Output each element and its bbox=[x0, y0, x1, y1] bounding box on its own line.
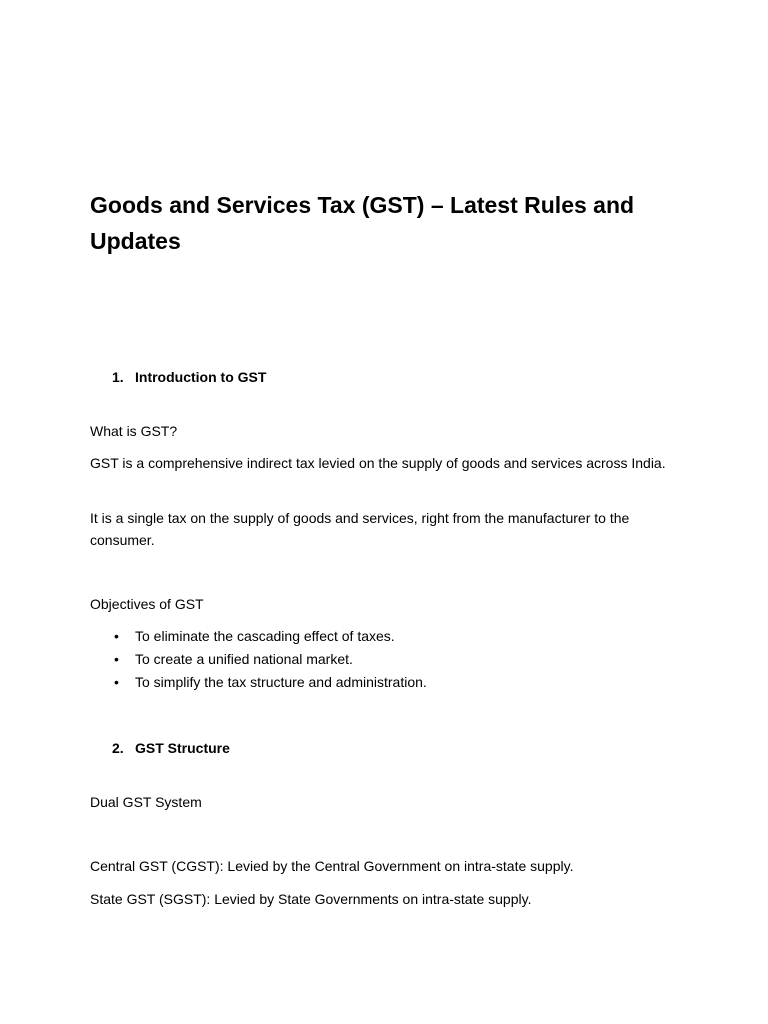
list-item-text: To simplify the tax structure and administration. bbox=[135, 674, 427, 690]
dual-gst-label: Dual GST System bbox=[90, 794, 202, 810]
sgst-paragraph: State GST (SGST): Levied by State Governments on intra-state supply. bbox=[90, 891, 532, 907]
list-item bbox=[90, 671, 670, 694]
bullet-icon: • bbox=[114, 674, 119, 690]
gst-single-tax-paragraph: It is a single tax on the supply of goods and services, right from the manufacturer to the consumer. bbox=[90, 510, 630, 548]
list-item-text: To eliminate the cascading effect of taxes. bbox=[135, 628, 395, 644]
bullet-icon: • bbox=[114, 628, 119, 644]
cgst-paragraph: Central GST (CGST): Levied by the Central Government on intra-state supply. bbox=[90, 858, 574, 874]
section-number: 1. bbox=[112, 369, 124, 385]
section-heading-structure bbox=[112, 738, 230, 758]
objectives-label: Objectives of GST bbox=[90, 596, 204, 612]
section-heading-introduction bbox=[112, 367, 266, 387]
list-item-text: To create a unified national market. bbox=[135, 651, 353, 667]
document-title: Goods and Services Tax (GST) – Latest Rules and Updates bbox=[90, 192, 635, 254]
bullet-icon: • bbox=[114, 651, 119, 667]
objectives-list bbox=[90, 625, 670, 694]
what-is-gst-label: What is GST? bbox=[90, 423, 178, 439]
list-item bbox=[90, 648, 670, 671]
section-title: GST Structure bbox=[135, 740, 230, 756]
gst-definition-paragraph: GST is a comprehensive indirect tax levied on the supply of goods and services across India. bbox=[90, 455, 666, 471]
section-number: 2. bbox=[112, 740, 124, 756]
list-item bbox=[90, 625, 670, 648]
section-title: Introduction to GST bbox=[135, 369, 267, 385]
